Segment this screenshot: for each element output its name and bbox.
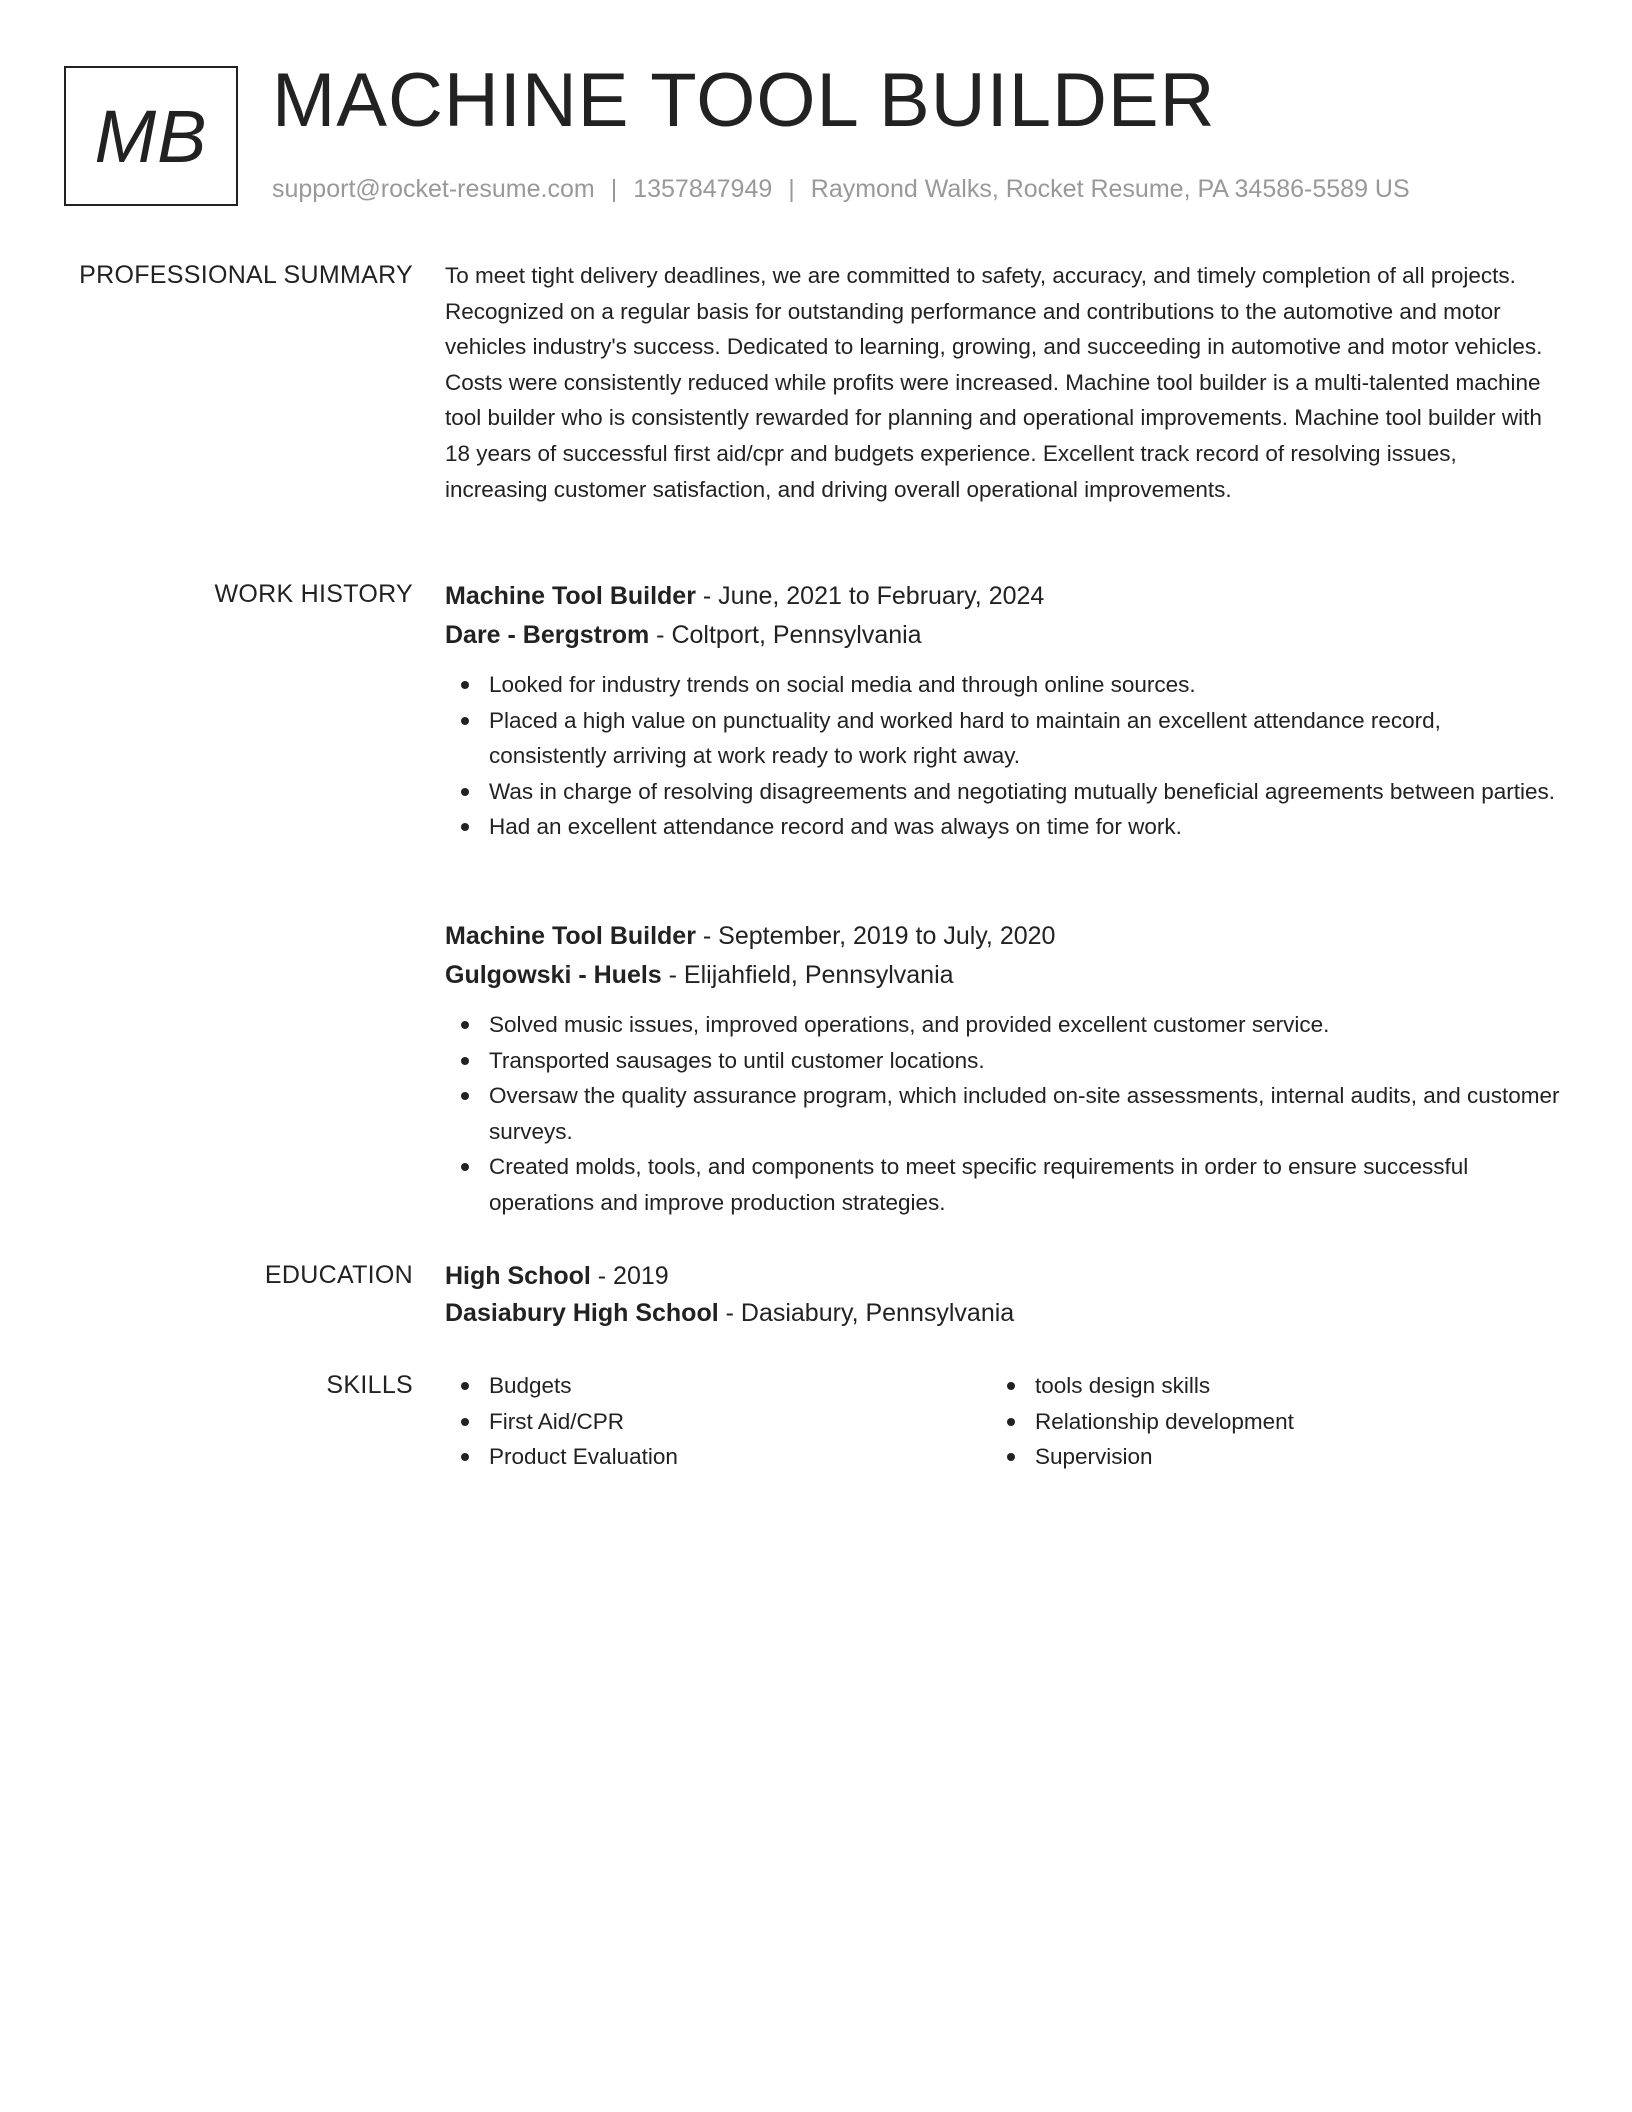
job-employer: Gulgowski - Huels [445,961,662,989]
job-bullet: Transported sausages to until customer locations. [489,1043,1563,1079]
job-entry [445,917,1563,1221]
job-title-line [445,917,1563,956]
education-degree-line [445,1258,1563,1295]
skills-body [445,1368,1563,1475]
skills-list-right [991,1368,1537,1475]
contact-phone: 1357847949 [633,175,773,203]
contact-separator: | [610,175,618,203]
education-year: - 2019 [590,1262,669,1290]
education-school: Dasiabury High School [445,1299,719,1327]
skills-column-left [445,1368,991,1475]
job-dates: - June, 2021 to February, 2024 [695,582,1045,610]
education-degree: High School [445,1262,591,1290]
education-body [445,1258,1563,1332]
job-employer-line [445,616,1563,655]
skills-columns [445,1368,1563,1475]
skill-item: First Aid/CPR [489,1404,991,1440]
contact-address: Raymond Walks, Rocket Resume, PA 34586-5589 US [810,175,1410,203]
work-history-heading: WORK HISTORY [214,580,413,608]
education-school-line [445,1295,1563,1332]
job-bullet: Looked for industry trends on social media and through online sources. [489,667,1563,703]
contact-line [272,172,1410,206]
skills-list-left [445,1368,991,1475]
skill-item: Supervision [1035,1439,1537,1475]
education-location: - Dasiabury, Pennsylvania [718,1299,1015,1327]
summary-heading: PROFESSIONAL SUMMARY [79,261,413,289]
work-history-body-2 [445,917,1563,1221]
job-bullet: Was in charge of resolving disagreements and negotiating mutually beneficial agreements between parties. [489,774,1563,810]
work-history-body [445,577,1563,845]
skills-column-right [991,1368,1537,1475]
job-employer: Dare - Bergstrom [445,621,650,649]
job-location: - Coltport, Pennsylvania [649,621,922,649]
skills-heading: SKILLS [326,1371,413,1399]
job-bullet: Solved music issues, improved operations, and provided excellent customer service. [489,1007,1563,1043]
job-employer-line [445,956,1563,995]
job-role: Machine Tool Builder [445,922,696,950]
job-bullet: Oversaw the quality assurance program, which included on-site assessments, internal audits, and customer surveys. [489,1078,1563,1149]
skill-item: tools design skills [1035,1368,1537,1404]
job-dates: - September, 2019 to July, 2020 [695,922,1056,950]
job-bullet-list [445,1007,1563,1221]
education-heading: EDUCATION [264,1261,413,1289]
contact-email: support@rocket-resume.com [272,175,595,203]
job-title-line [445,577,1563,616]
monogram-initials: MB [94,94,208,178]
job-bullet: Placed a high value on punctuality and worked hard to maintain an excellent attendance record, consistently arriving at work ready to work right away. [489,703,1563,774]
summary-body [445,258,1563,507]
skill-item: Relationship development [1035,1404,1537,1440]
skill-item: Product Evaluation [489,1439,991,1475]
candidate-name: MACHINE TOOL BUILDER [272,58,1216,143]
job-bullet: Created molds, tools, and components to meet specific requirements in order to ensure successful operations and improve production strategies. [489,1149,1563,1220]
contact-separator: | [788,175,795,203]
monogram-box [64,66,238,206]
job-location: - Elijahfield, Pennsylvania [661,961,954,989]
skill-item: Budgets [489,1368,991,1404]
job-entry [445,577,1563,845]
summary-text: To meet tight delivery deadlines, we are committed to safety, accuracy, and timely completion of all projects. Recognized on a regular basis for outstanding performance and contributions to the automotive and motor vehicles industry's success. Dedicated to learning, growing, and succeeding in automotive and motor vehicles. Costs were consistently reduced while profits were increased. Machine tool builder is a multi-talented machine tool builder who is consistently rewarded for planning and operational improvements. Machine tool builder with 18 years of successful first aid/cpr and budgets experience. Excellent track record of resolving issues, increasing customer satisfaction, and driving overall operational improvements. [445,263,1543,502]
job-bullet-list [445,667,1563,845]
job-bullet: Had an excellent attendance record and was always on time for work. [489,809,1563,845]
job-role: Machine Tool Builder [445,582,696,610]
